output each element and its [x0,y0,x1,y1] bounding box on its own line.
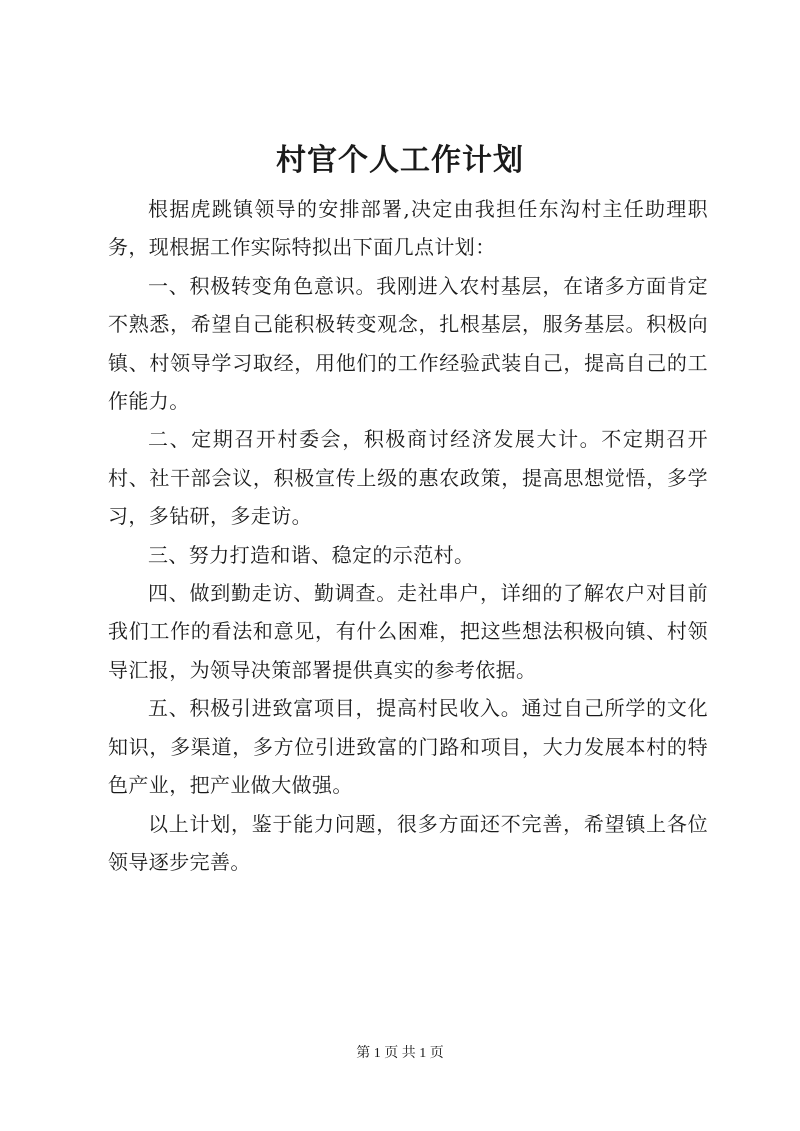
document-title: 村官个人工作计划 [276,143,524,178]
paragraph-item-1: 一、积极转变角色意识。我刚进入农村基层，在诸多方面肯定不熟悉，希望自己能积极转变观念，扎根基层，服务基层。积极向镇、村领导学习取经，用他们的工作经验武装自己，提高自己的工作能力。 [108,273,708,414]
paragraph-intro: 根据虎跳镇领导的安排部署,决定由我担任东沟村主任助理职务，现根据工作实际特拟出下面几点计划： [108,197,708,260]
document-body [108,190,708,881]
paragraph-conclusion: 以上计划，鉴于能力问题，很多方面还不完善，希望镇上各位领导逐步完善。 [108,811,708,874]
paragraph-item-3: 三、努力打造和谐、稳定的示范村。 [148,542,475,567]
paragraph-item-2: 二、定期召开村委会，积极商讨经济发展大计。不定期召开村、社干部会议，积极宣传上级的惠农政策，提高思想觉悟，多学习，多钻研，多走访。 [108,427,708,529]
paragraph-item-5: 五、积极引进致富项目，提高村民收入。通过自己所学的文化知识，多渠道，多方位引进致富的门路和项目，大力发展本村的特色产业，把产业做大做强。 [108,696,708,798]
page-footer: 第 1 页 共 1 页 [356,1046,444,1061]
paragraph-item-4: 四、做到勤走访、勤调查。走社串户，详细的了解农户对目前我们工作的看法和意见，有什么困难，把这些想法积极向镇、村领导汇报，为领导决策部署提供真实的参考依据。 [108,581,708,682]
